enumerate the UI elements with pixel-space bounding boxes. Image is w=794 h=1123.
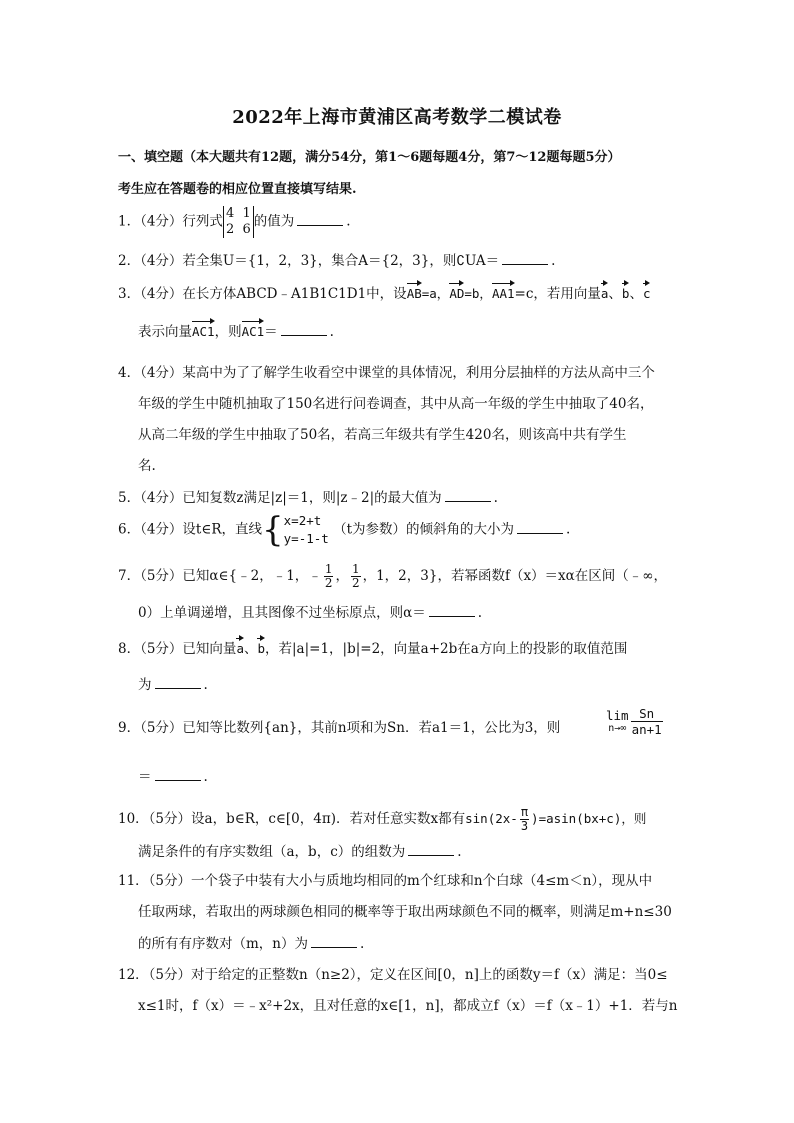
- question-10-line-2: 满足条件的有序实数组（a，b，c）的组数为 .: [138, 844, 462, 860]
- vector-b: b: [257, 641, 265, 656]
- q9-text: 9．（5分）已知等比数列{an}，其前n项和为Sn．若a1＝1，公比为3，则: [118, 720, 561, 736]
- answer-blank: [297, 213, 343, 226]
- q2-text: 2．（4分）若全集U＝{1，2，3}，集合A＝{2，3}，则∁UA＝: [118, 253, 500, 269]
- q1-text: 1．（4分）行列式: [118, 213, 223, 230]
- q8-text: 8．（5分）已知向量: [118, 641, 237, 657]
- question-11: 11．（5分）一个袋子中装有大小与质地均相同的m个红球和n个白球（4≤m＜n），现从中: [118, 873, 653, 889]
- question-3-line-2: 表示向量AC1，则AC1＝ .: [138, 324, 334, 340]
- answer-blank: [311, 935, 357, 948]
- answer-blank: [281, 323, 327, 336]
- question-4-line-2: 年级的学生中随机抽取了150名进行问卷调查，其中从高一年级的学生中抽取了40名，: [138, 396, 654, 412]
- question-11-line-2: 任取两球，若取出的两球颜色相同的概率等于取出两球颜色不同的概率，则满足m+n≤30: [138, 904, 672, 920]
- limit-expression: lim n→∞ $\frac{Sn}{an+1}$: [606, 706, 662, 737]
- question-10: 10．（5分）设a，b∈R，c∈[0，4π)．若对任意实数x都有sin(2x- $\frac{\pi}{3}$ )=asin(bx+c)，则: [118, 805, 647, 833]
- vector-a: a: [600, 286, 609, 301]
- q5-text: 5．（4分）已知复数z满足|z|＝1，则|z﹣2|的最大值为: [118, 490, 442, 506]
- fraction: $\frac{Sn}{an+1}$: [631, 706, 662, 737]
- parametric-system: x=2+t y=-1-t: [283, 513, 329, 546]
- determinant: 4 1 2 6: [223, 206, 254, 238]
- question-9-line-2: ＝ .: [138, 769, 208, 785]
- answer-blank: [502, 252, 548, 265]
- vector-ac1: AC1: [241, 324, 265, 339]
- answer-blank: [155, 768, 201, 781]
- vector-aa1: AA1: [491, 286, 515, 301]
- question-4: 4．（4分）某高中为了了解学生收看空中课堂的具体情况，利用分层抽样的方法从高中三个: [118, 365, 655, 381]
- answer-blank: [408, 843, 454, 856]
- question-12: 12．（5分）对于给定的正整数n（n≥2），定义在区间[0，n]上的函数y＝f（x）满足：当0≤: [118, 967, 668, 983]
- answer-blank: [429, 604, 475, 617]
- q3-text: 3．（4分）在长方体ABCD﹣A1B1C1D1中，设: [118, 286, 407, 302]
- question-4-line-3: 从高二年级的学生中抽取了50名，若高三年级共有学生420名，则该高中共有学生: [138, 427, 627, 443]
- vector-ad: AD: [449, 286, 465, 301]
- question-1: 1．（4分）行列式 4 1 2 6 的值为 .: [118, 206, 351, 237]
- fraction: $\frac{\pi}{3}$: [520, 805, 529, 833]
- q10-text: 10．（5分）设a，b∈R，c∈[0，4π)．若对任意实数x都有: [118, 811, 466, 827]
- vector-a: a: [236, 641, 244, 656]
- page-title: 2022年上海市黄浦区高考数学二模试卷: [232, 107, 562, 128]
- fraction: $\frac{1}{2}$: [324, 562, 333, 590]
- question-4-line-4: 名.: [138, 458, 156, 474]
- answer-blank: [517, 521, 563, 534]
- q6-suffix: （t为参数）的倾斜角的大小为: [333, 521, 515, 538]
- question-2: 2．（4分）若全集U＝{1，2，3}，集合A＝{2，3}，则∁UA＝ .: [118, 253, 556, 269]
- q8-mid: ，若|a|=1，|b|=2，向量a+2b在a方向上的投影的取值范围: [265, 641, 628, 657]
- q7-text: 7．（5分）已知α∈{﹣2，﹣1，﹣: [118, 568, 322, 584]
- question-12-line-2: x≤1时，f（x）＝﹣x²+2x，且对任意的x∈[1，n]，都成立f（x）＝f（x﹣1）+1．若与n: [138, 998, 678, 1014]
- q1-suffix: 的值为: [253, 213, 295, 230]
- question-8-line-2: 为 .: [138, 677, 208, 693]
- question-9: [118, 719, 560, 737]
- question-11-line-3: 的所有有序数对（m，n）为 .: [138, 936, 365, 952]
- vector-b: b: [621, 286, 630, 301]
- question-7: 7．（5分）已知α∈{﹣2，﹣1，﹣ $\frac{1}{2}$ ， $\frac{1}{2}$ ，1，2，3}，若幂函数f（x）＝xα在区间（﹣∞，: [118, 562, 668, 590]
- question-5: 5．（4分）已知复数z满足|z|＝1，则|z﹣2|的最大值为 .: [118, 490, 498, 506]
- q7-suffix: ，1，2，3}，若幂函数f（x）＝xα在区间（﹣∞，: [362, 568, 668, 584]
- question-7-line-2: 0）上单调递增，且其图像不过坐标原点，则α＝ .: [138, 605, 483, 621]
- question-8: 8．（5分）已知向量a、b，若|a|=1，|b|=2，向量a+2b在a方向上的投影的取值范围: [118, 641, 628, 657]
- section-heading: 一、填空题（本大题共有12题，满分54分，第1～6题每题4分，第7～12题每题5分）: [118, 150, 621, 165]
- question-3: 3．（4分）在长方体ABCD﹣A1B1C1D1中，设AB=a，AD=b，AA1=c，若用向量a、b、c: [118, 286, 651, 302]
- question-6: 6．（4分）设t∈R，直线{x=2+t y=-1-t （t为参数）的倾斜角的大小为 .: [118, 510, 571, 550]
- vector-c: c: [642, 286, 651, 301]
- vector-ac1: AC1: [192, 324, 215, 339]
- answer-blank: [445, 489, 491, 502]
- vector-ab: AB: [406, 286, 422, 301]
- fraction: $\frac{1}{2}$: [351, 562, 360, 590]
- q6-text: 6．（4分）设t∈R，直线: [118, 521, 263, 538]
- section-instruction: 考生应在答题卷的相应位置直接填写结果.: [118, 182, 357, 197]
- brace: {: [262, 510, 284, 550]
- answer-blank: [155, 676, 201, 689]
